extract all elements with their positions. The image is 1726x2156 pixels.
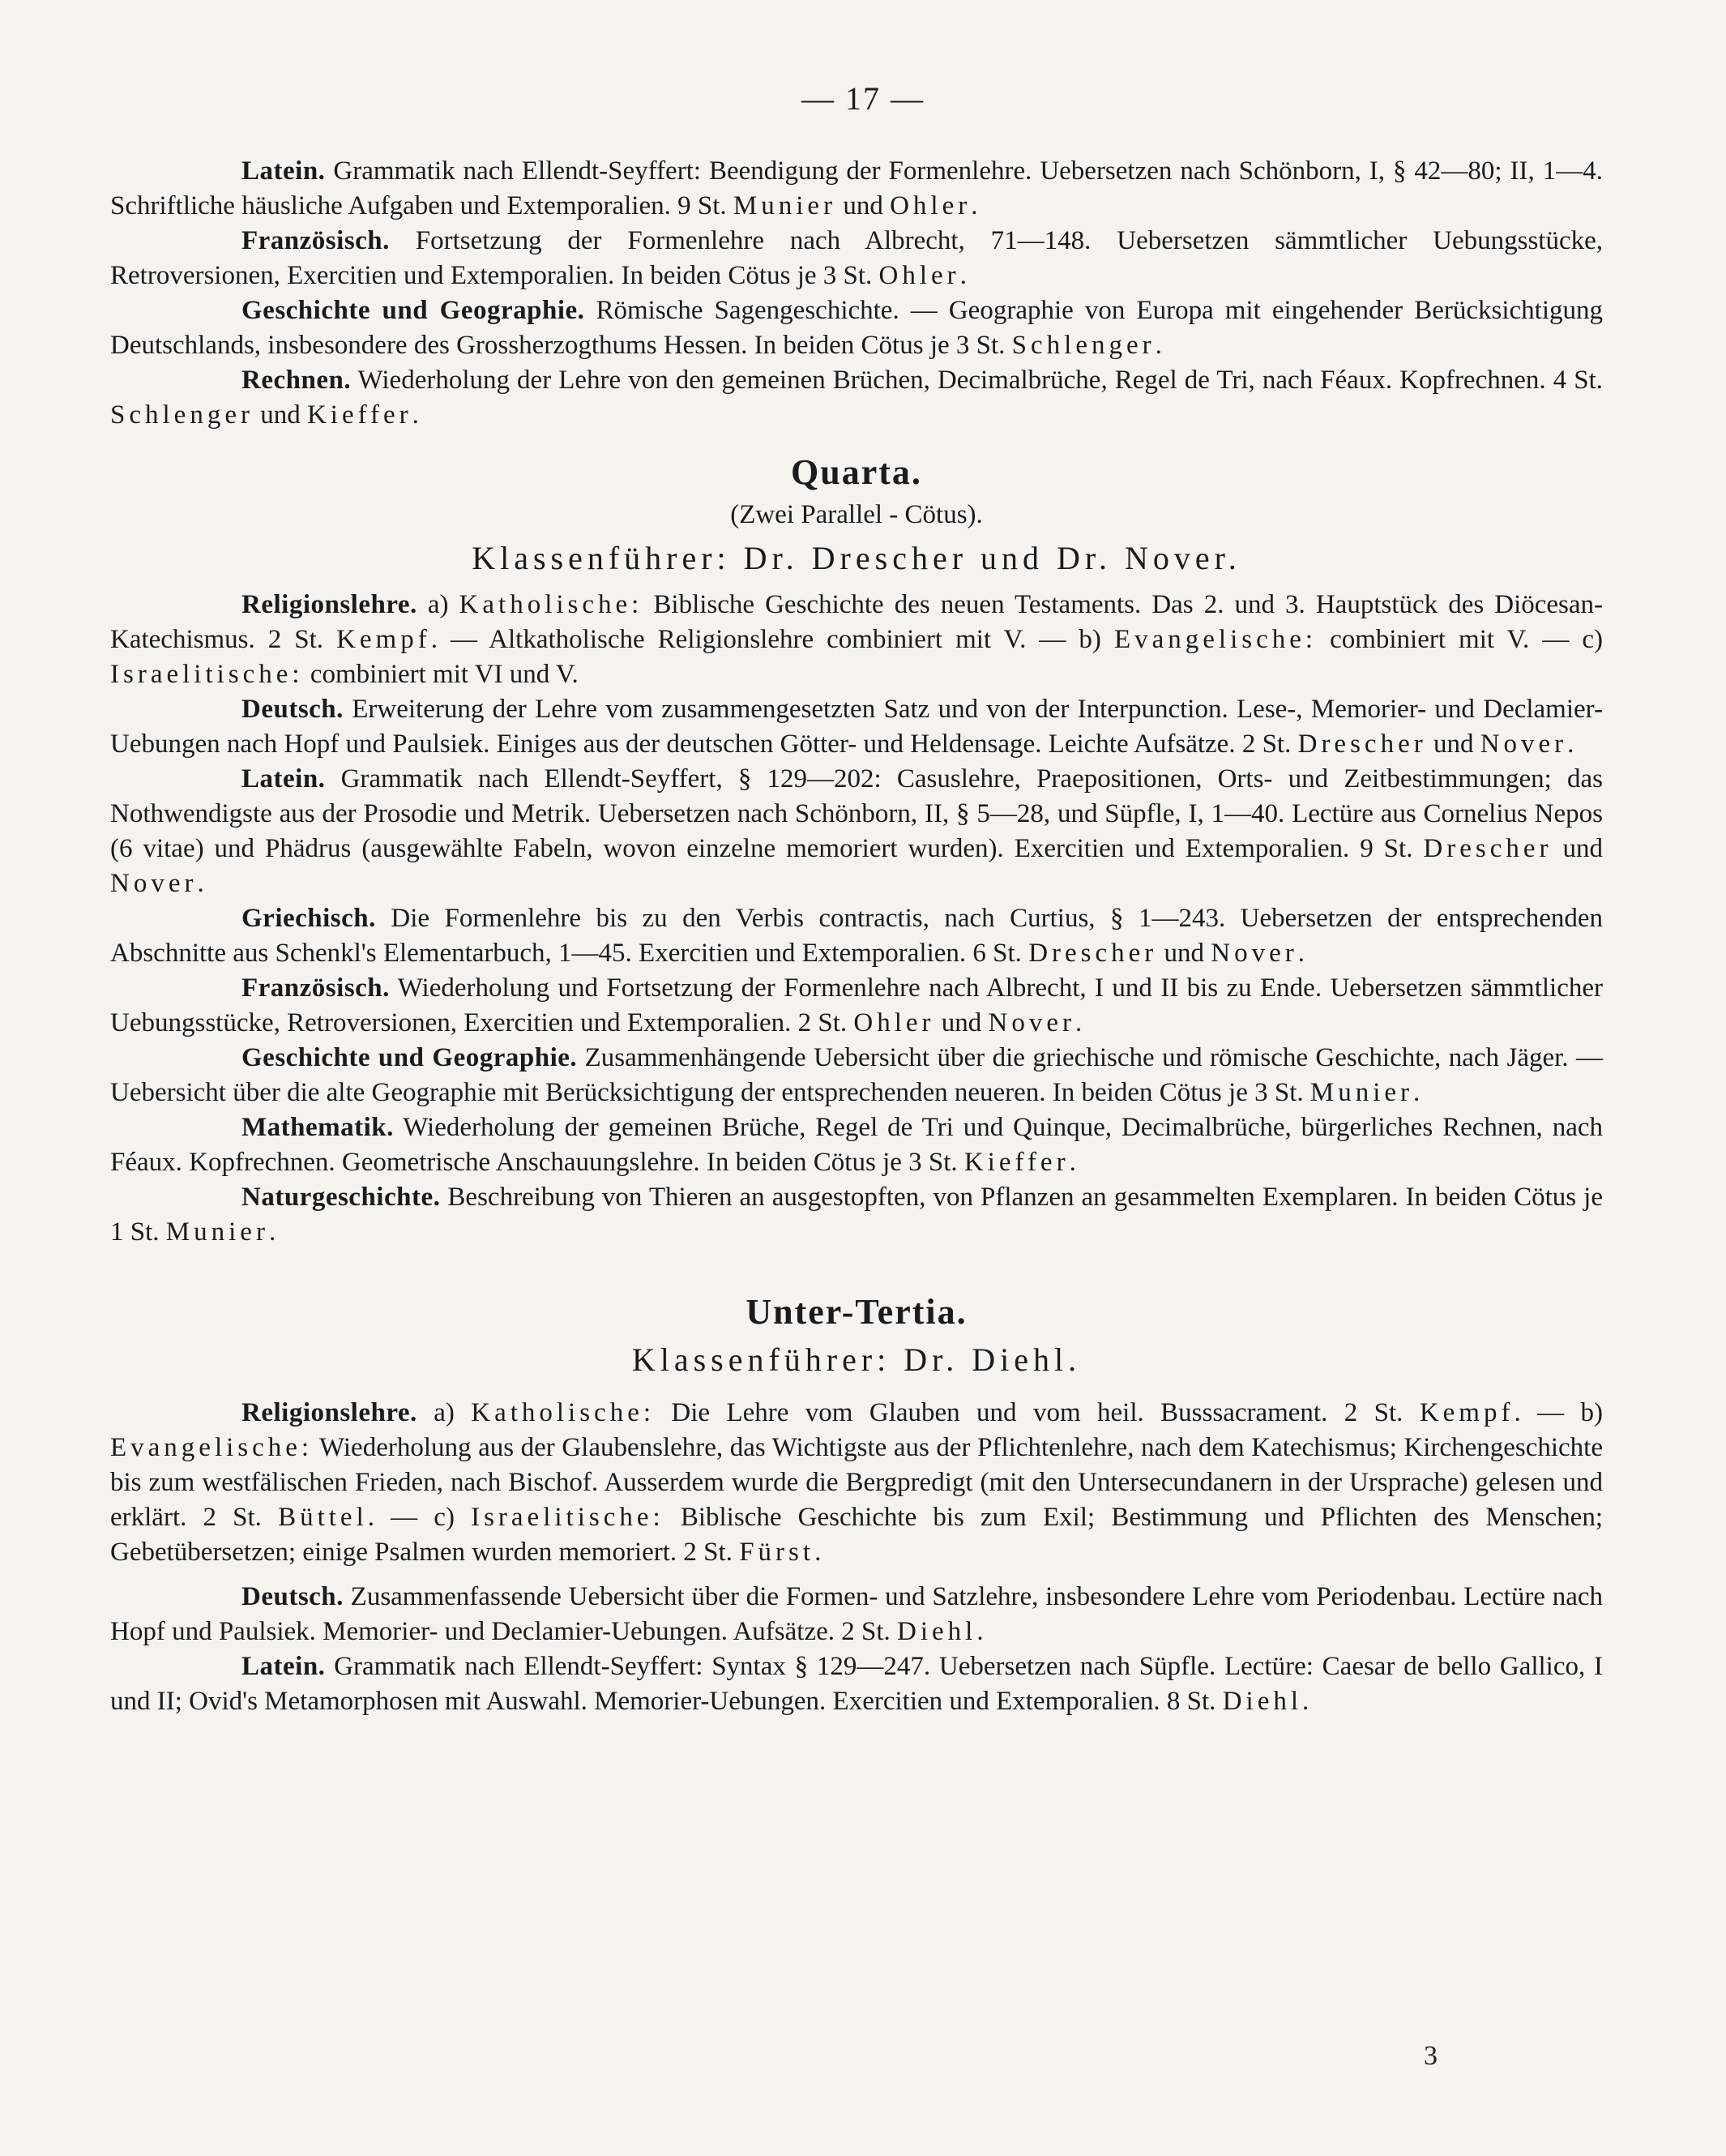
text: combiniert mit V. — c)	[1317, 625, 1603, 654]
class-leader-line: Klassenführer: Dr. Diehl.	[631, 1341, 1082, 1378]
paragraph-geschichte	[110, 1041, 1603, 1110]
text: Erweiterung der Lehre vom zusammengesetzten Satz und von der Interpunction. Lese-, Memorier- und Declamier-Uebungen nach Hopf und Paulsiek. Einiges aus der deutschen Götter- und Heldensage. Leichte Aufsätze. 2 St.	[110, 695, 1603, 759]
text: Zusammenfassende Uebersicht über die Formen- und Satzlehre, insbesondere Lehre vom Periodenbau. Lectüre nach Hopf und Paulsiek. Memorier- und Declamier-Uebungen. Aufsätze. 2 St.	[110, 1582, 1603, 1646]
teacher-name: Diehl	[1222, 1687, 1303, 1716]
text: .	[1155, 331, 1162, 360]
paragraph-latein	[110, 762, 1603, 901]
teacher-name: Nover	[110, 869, 198, 898]
paragraph-latein	[110, 154, 1603, 224]
teacher-name: Schlenger	[1011, 331, 1156, 360]
teacher-name: Munier	[1309, 1078, 1414, 1107]
text: a)	[417, 590, 459, 619]
subject-label: Deutsch.	[241, 1582, 344, 1611]
text: . — Altkatholische Religionslehre combiniert mit V. — b)	[430, 625, 1114, 654]
text: .	[976, 1617, 984, 1646]
text: Römische Sagengeschichte. — Geographie von Europa mit eingehender Berücksichtigung Deutschlands, insbesondere des Grossherzogthums Hessen. In beiden Cötus je 3 St.	[110, 296, 1603, 360]
section-heading: Unter-Tertia.	[746, 1292, 968, 1332]
paragraph-deutsch	[110, 692, 1603, 762]
text: Grammatik nach Ellendt-Seyffert, § 129—202: Casuslehre, Praepositionen, Orts- und Zeitbestimmungen; das Nothwendigste aus der Prosodie und Metrik. Uebersetzen nach Schönborn, II, § 5—28, und Süpfle, I, 1—40. Lectüre aus Cornelius Nepos (6 vitae) und Phädrus (ausgewählte Fabeln, wovon einzelne memoriert wurden). Exercitien und Extemporalien. 9 St.	[110, 764, 1603, 863]
text: Wiederholung aus der Glaubenslehre, das Wichtigste aus der Pflichtenlehre, nach dem Katechismus; Kirchengeschichte bis zum westfälischen Frieden, nach Bischof. Ausserdem wurde die Bergpredigt (mit den Untersecundanern in der Ursprache) gelesen und erklärt. 2 St.	[110, 1433, 1603, 1532]
subject-label: Mathematik.	[241, 1113, 394, 1142]
class-leader-line: Klassenführer: Dr. Drescher und Dr. Nover.	[472, 540, 1241, 576]
text: Biblische Geschichte des neuen Testaments. Das 2. und 3. Hauptstück des Diöcesan-Katechismus. 2 St.	[110, 590, 1604, 654]
text: Fortsetzung der Formenlehre nach Albrecht, 71—148. Uebersetzen sämmtlicher Uebungsstücke, Retroversionen, Exercitien und Extemporalien. In beiden Cötus je 3 St.	[110, 226, 1603, 290]
teacher-name: Drescher	[1028, 939, 1158, 968]
subject-label: Latein.	[241, 1652, 326, 1681]
teacher-name: Drescher	[1423, 834, 1553, 863]
subject-label: Französisch.	[241, 226, 390, 255]
subject-label: Religionslehre.	[241, 590, 417, 619]
teacher-name: Schlenger	[110, 400, 254, 430]
paragraph-franzoesisch	[110, 971, 1603, 1041]
text: .	[1069, 1148, 1076, 1177]
text: und	[836, 191, 891, 220]
signature-mark: 3	[1424, 2041, 1438, 2071]
paragraph-franzoesisch	[110, 224, 1603, 293]
subject-label: Naturgeschichte.	[241, 1183, 441, 1212]
text: .	[197, 869, 204, 898]
page-body	[110, 154, 1603, 1719]
subject-label: Rechnen.	[241, 366, 352, 395]
text: Wiederholung und Fortsetzung der Formenlehre nach Albrecht, I und II bis zu Ende. Uebersetzen sämmtlicher Uebungsstücke, Retroversionen, Exercitien und Extemporalien. 2 St.	[110, 973, 1603, 1037]
text: Wiederholung der Lehre von den gemeinen Brüchen, Decimalbrüche, Regel de Tri, nach Féaux. Kopfrechnen. 4 St.	[351, 366, 1603, 395]
teacher-name: Nover	[988, 1008, 1075, 1037]
teacher-name: Fürst	[739, 1538, 815, 1567]
text: Die Lehre vom Glauben und vom heil. Busssacrament. 2 St.	[655, 1398, 1420, 1427]
subject-label: Latein.	[241, 156, 326, 186]
text: .	[971, 191, 978, 220]
paragraph-naturgeschichte	[110, 1180, 1603, 1250]
paragraph-geschichte	[110, 293, 1603, 363]
teacher-name: Kempf	[1419, 1398, 1515, 1427]
denomination-label: Evangelische:	[110, 1433, 314, 1462]
teacher-name: Nover	[1211, 939, 1298, 968]
text: und	[1426, 729, 1480, 759]
text: .	[1297, 939, 1305, 968]
text: .	[1567, 729, 1574, 759]
text: .	[959, 261, 967, 290]
section-quarta	[110, 449, 1603, 1250]
page-number: — 17 —	[801, 80, 925, 117]
text: Die Formenlehre bis zu den Verbis contractis, nach Curtius, § 1—243. Uebersetzen der entsprechenden Abschnitte aus Schenkl's Elementarbuch, 1—45. Exercitien und Extemporalien. 6 St.	[110, 904, 1603, 968]
denomination-label: Israelitische:	[471, 1503, 664, 1532]
subject-label: Latein.	[241, 764, 326, 794]
paragraph-griechisch	[110, 901, 1603, 971]
paragraph-religionslehre	[110, 1396, 1603, 1570]
text: Grammatik nach Ellendt-Seyffert: Syntax § 129—247. Uebersetzen nach Süpfle. Lectüre: Caesar de bello Gallico, I und II; Ovid's Metamorphosen mit Auswahl. Memorier-Uebungen. Exercitien und Extemporalien. 8 St.	[110, 1652, 1603, 1716]
text: .	[814, 1538, 822, 1567]
text: combiniert mit VI und V.	[303, 660, 579, 689]
paragraph-deutsch	[110, 1580, 1603, 1649]
denomination-label: Evangelische:	[1113, 625, 1318, 654]
paragraph-religionslehre	[110, 588, 1603, 692]
teacher-name: Büttel	[278, 1503, 368, 1532]
text: .	[1413, 1078, 1421, 1107]
teacher-name: Kempf	[336, 625, 431, 654]
denomination-label: Katholische:	[459, 590, 643, 619]
teacher-name: Diehl	[897, 1617, 977, 1646]
subject-label: Geschichte und Geographie.	[241, 1043, 578, 1072]
teacher-name: Ohler	[878, 261, 960, 290]
denomination-label: Katholische:	[471, 1398, 656, 1427]
text: . — b)	[1514, 1398, 1603, 1427]
text: und	[934, 1008, 989, 1037]
subject-label: Griechisch.	[241, 904, 376, 933]
text: . — c)	[367, 1503, 472, 1532]
text: und	[253, 400, 307, 430]
subject-label: Französisch.	[241, 973, 390, 1003]
paragraph-mathematik	[110, 1110, 1603, 1180]
teacher-name: Drescher	[1297, 729, 1427, 759]
text: Zusammenhängende Uebersicht über die griechische und römische Geschichte, nach Jäger. — Uebersicht über die alte Geographie mit Berücksichtigung der entsprechenden neueren. In beiden Cötus je 3 St.	[110, 1043, 1603, 1107]
paragraph-latein	[110, 1649, 1603, 1719]
text: Grammatik nach Ellendt-Seyffert: Beendigung der Formenlehre. Uebersetzen nach Schönborn, I, § 42—80; II, 1—4. Schriftliche häusliche Aufgaben und Extemporalien. 9 St.	[110, 156, 1603, 220]
text: Biblische Geschichte bis zum Exil; Bestimmung und Pflichten des Menschen; Gebetübersetzen; einige Psalmen wurden memoriert. 2 St.	[110, 1503, 1604, 1567]
text: Beschreibung von Thieren an ausgestopften, von Pflanzen an gesammelten Exemplaren. In beiden Cötus je 1 St.	[110, 1183, 1603, 1247]
text: .	[1302, 1687, 1309, 1716]
section-heading: Quarta.	[791, 452, 922, 492]
teacher-name: Kieffer	[963, 1148, 1070, 1177]
text: und	[1552, 834, 1604, 863]
text: .	[268, 1217, 276, 1247]
denomination-label: Israelitische:	[110, 660, 304, 689]
subject-label: Religionslehre.	[241, 1398, 417, 1427]
teacher-name: Kieffer	[306, 400, 412, 430]
text: .	[1074, 1008, 1083, 1037]
section-subtitle: (Zwei Parallel - Cötus).	[730, 500, 983, 529]
teacher-name: Nover	[1480, 729, 1568, 759]
text: a)	[417, 1398, 472, 1427]
paragraph-rechnen	[110, 363, 1603, 433]
subject-label: Geschichte und Geographie.	[241, 296, 585, 325]
text: und	[1157, 939, 1211, 968]
text: .	[412, 400, 419, 430]
text: Wiederholung der gemeinen Brüche, Regel de Tri und Quinque, Decimalbrüche, bürgerliches Rechnen, nach Féaux. Kopfrechnen. Geometrische Anschauungslehre. In beiden Cötus je 3 St.	[110, 1113, 1603, 1177]
teacher-name: Munier	[733, 191, 837, 220]
teacher-name: Ohler	[853, 1008, 935, 1037]
teacher-name: Ohler	[890, 191, 972, 220]
teacher-name: Munier	[165, 1217, 269, 1247]
subject-label: Deutsch.	[241, 695, 344, 724]
section-untertertia	[110, 1289, 1603, 1719]
